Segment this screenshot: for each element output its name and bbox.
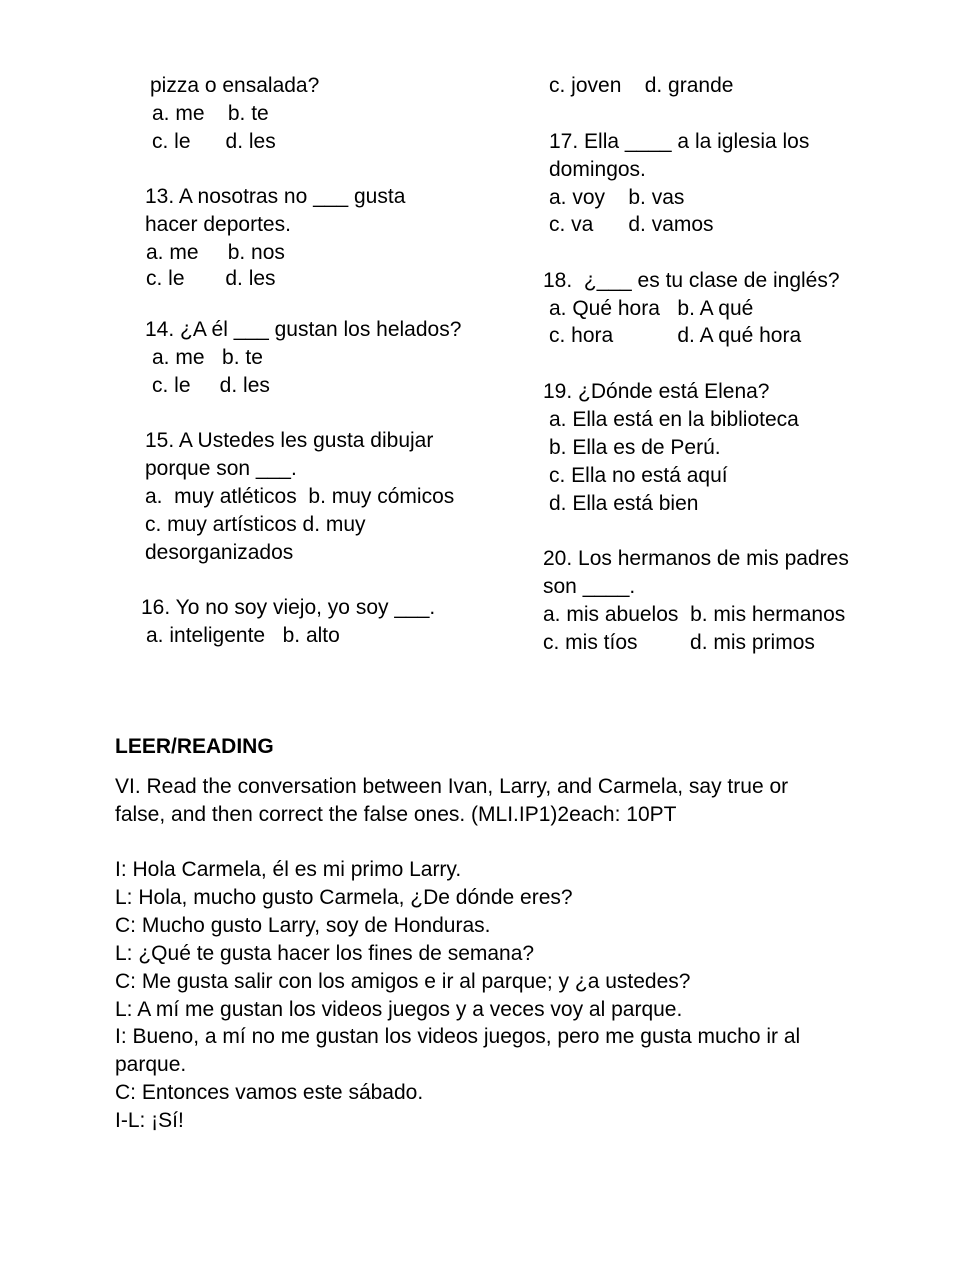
dialogue-line: L: ¿Qué te gusta hacer los fines de semana? <box>115 942 535 965</box>
reading-instructions-line1: VI. Read the conversation between Ivan, Larry, and Carmela, say true or <box>115 775 789 798</box>
q20-options-row2: c. mis tíos d. mis primos <box>543 631 815 654</box>
dialogue-line: I-L: ¡Sí! <box>115 1109 184 1132</box>
q15-options-row3: desorganizados <box>145 541 294 564</box>
q13-stem-continued: hacer deportes. <box>145 213 291 236</box>
q17-stem-continued: domingos. <box>549 158 646 181</box>
q18-stem: 18. ¿___ es tu clase de inglés? <box>543 269 840 292</box>
q17-options-row2: c. va d. vamos <box>549 213 714 236</box>
q17-stem: 17. Ella ____ a la iglesia los <box>549 130 810 153</box>
dialogue-line: parque. <box>115 1053 187 1076</box>
q19-option-c: c. Ella no está aquí <box>549 464 728 487</box>
q12-options-row2: c. le d. les <box>152 130 276 153</box>
q19-stem: 19. ¿Dónde está Elena? <box>543 380 770 403</box>
q14-options-row1: a. me b. te <box>152 346 263 369</box>
reading-heading: LEER/READING <box>115 735 274 758</box>
q12-options-row1: a. me b. te <box>152 102 269 125</box>
dialogue-line: C: Entonces vamos este sábado. <box>115 1081 424 1104</box>
q20-stem: 20. Los hermanos de mis padres <box>543 547 849 570</box>
q18-options-row1: a. Qué hora b. A qué <box>549 297 754 320</box>
q20-options-row1: a. mis abuelos b. mis hermanos <box>543 603 846 626</box>
q15-options-row1: a. muy atléticos b. muy cómicos <box>145 485 455 508</box>
dialogue-line: I: Bueno, a mí no me gustan los videos juegos, pero me gusta mucho ir al <box>115 1025 801 1048</box>
q15-options-row2: c. muy artísticos d. muy <box>145 513 366 536</box>
dialogue-line: I: Hola Carmela, él es mi primo Larry. <box>115 858 462 881</box>
q17-options-row1: a. voy b. vas <box>549 186 685 209</box>
q19-option-d: d. Ella está bien <box>549 492 699 515</box>
q12-stem-continued: pizza o ensalada? <box>150 74 320 97</box>
q20-stem-continued: son ____. <box>543 575 636 598</box>
q15-stem: 15. A Ustedes les gusta dibujar <box>145 429 434 452</box>
dialogue-line: C: Me gusta salir con los amigos e ir al parque; y ¿a ustedes? <box>115 970 691 993</box>
q13-options-row2: c. le d. les <box>146 267 276 290</box>
q19-option-b: b. Ella es de Perú. <box>549 436 721 459</box>
q16-options-row1: a. inteligente b. alto <box>146 624 340 647</box>
q16-options-row2: c. joven d. grande <box>549 74 734 97</box>
dialogue-line: L: A mí me gustan los videos juegos y a veces voy al parque. <box>115 998 683 1021</box>
q19-option-a: a. Ella está en la biblioteca <box>549 408 799 431</box>
q13-options-row1: a. me b. nos <box>146 241 285 264</box>
q15-stem-continued: porque son ___. <box>145 457 297 480</box>
q14-stem: 14. ¿A él ___ gustan los helados? <box>145 318 462 341</box>
q13-stem: 13. A nosotras no ___ gusta <box>145 185 406 208</box>
q18-options-row2: c. hora d. A qué hora <box>549 324 802 347</box>
dialogue-line: C: Mucho gusto Larry, soy de Honduras. <box>115 914 491 937</box>
dialogue-line: L: Hola, mucho gusto Carmela, ¿De dónde eres? <box>115 886 573 909</box>
q16-stem: 16. Yo no soy viejo, yo soy ___. <box>141 596 436 619</box>
q14-options-row2: c. le d. les <box>152 374 270 397</box>
reading-instructions-line2: false, and then correct the false ones. (MLI.IP1)2each: 10PT <box>115 803 677 826</box>
